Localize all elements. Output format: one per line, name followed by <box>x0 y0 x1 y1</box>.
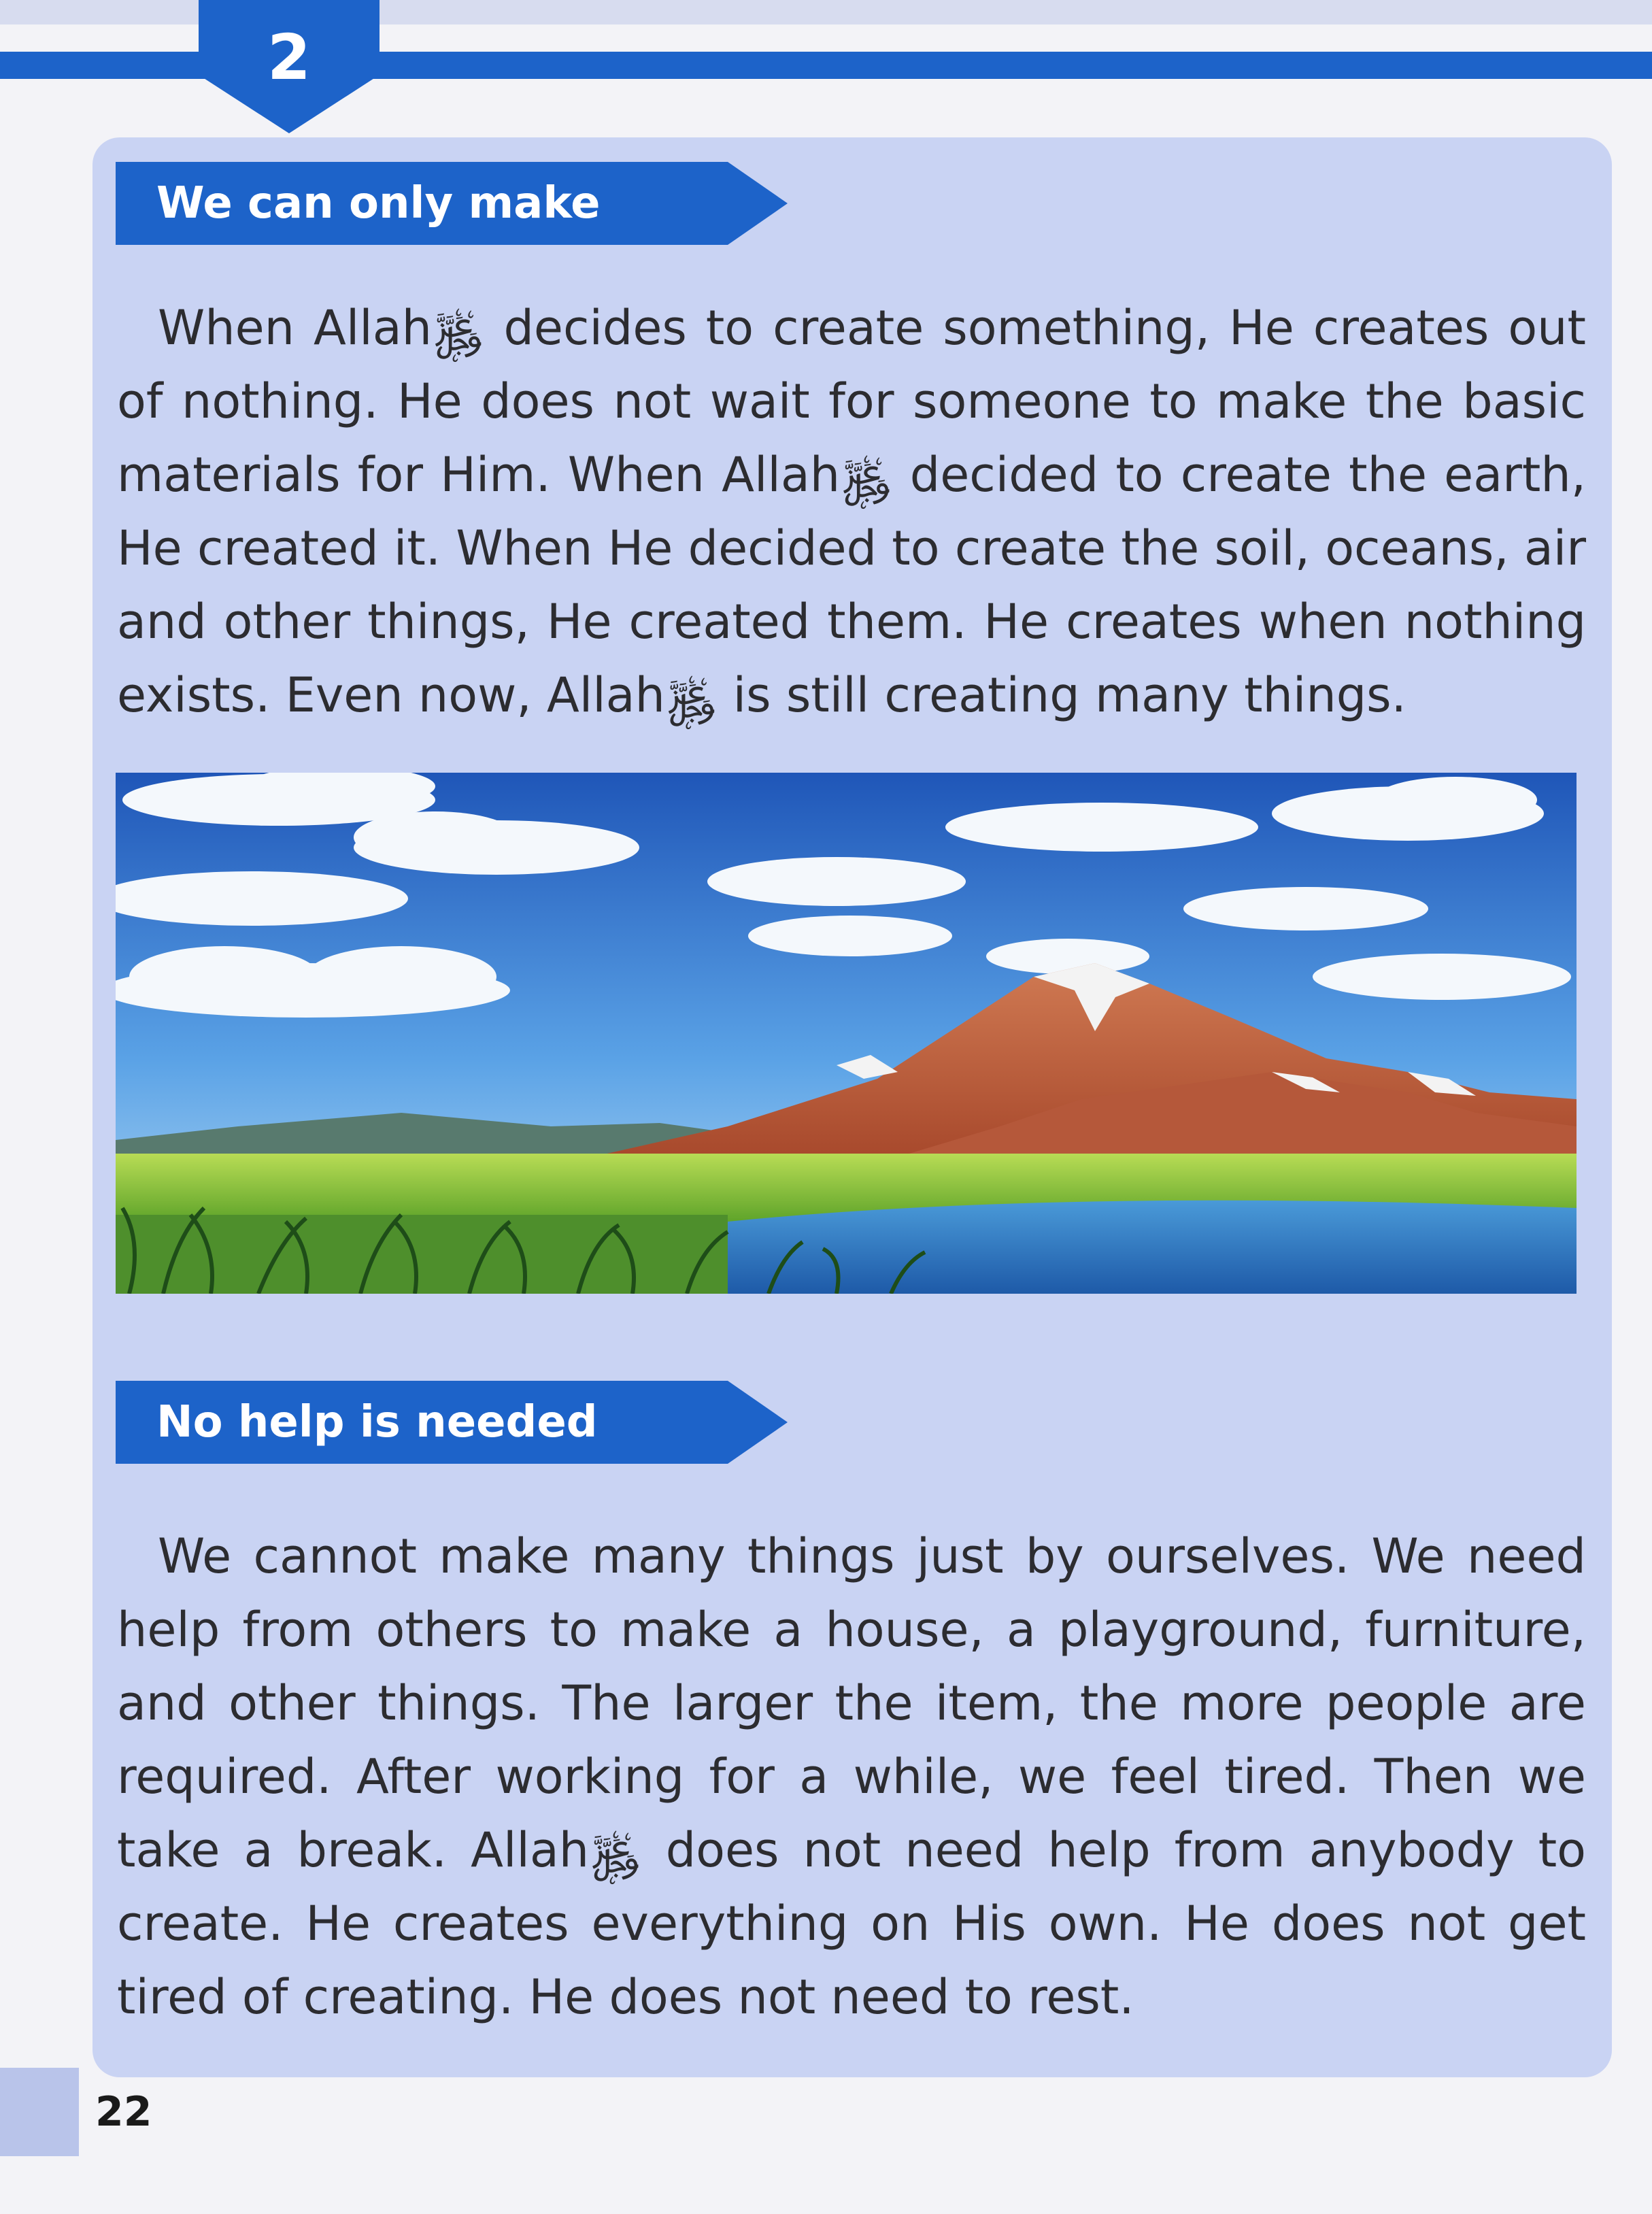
section-paragraph: When Allah﷿ decides to create something, He creates out of nothing. He does not wait for someone to make the basic materials for Him. When Allah﷿ decided to create the earth, He created it. When He decided to create the soil, oceans, air and other things, He created them. He creates when nothing exists. Even now, Allah﷿ is still creating many things. <box>117 300 1586 723</box>
page-tab <box>0 2068 79 2156</box>
chapter-number: 2 <box>267 21 311 94</box>
section-heading: No help is needed <box>156 1397 598 1447</box>
section-heading-banner <box>116 1381 788 1464</box>
section-heading: We can only make <box>156 178 601 229</box>
page-number: 22 <box>95 2088 152 2136</box>
section-heading-banner <box>116 162 788 245</box>
section-paragraph: We cannot make many things just by ourselves. We need help from others to make a house, a playground, furniture, and other things. The larger the item, the more people are required. After working for a while, we feel tired. Then we take a break. Allah﷿ does not need help from anybody to create. He creates everything on His own. He does not get tired of creating. He does not need to rest. <box>117 1528 1586 2025</box>
landscape-illustration <box>116 773 1577 1294</box>
chapter-badge <box>199 0 380 133</box>
